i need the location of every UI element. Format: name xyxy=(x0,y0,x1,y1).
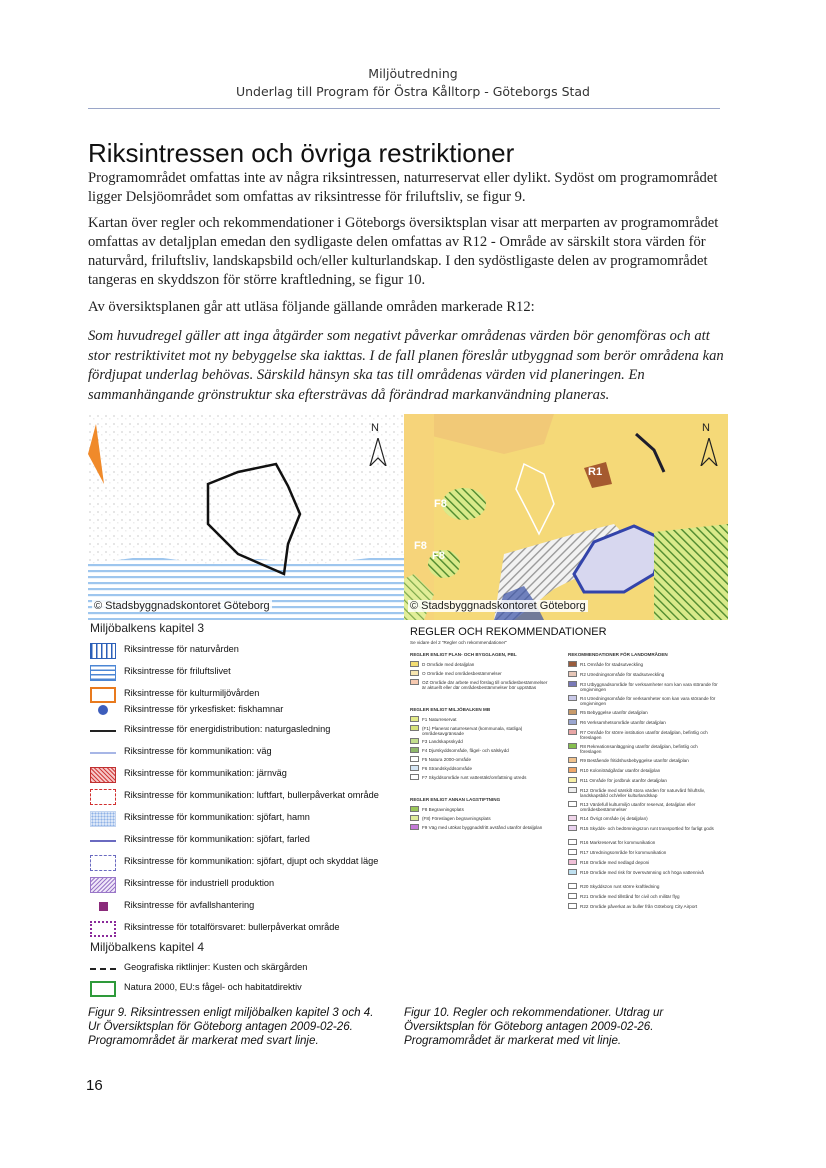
legend-regler-group-heading: REGLER ENLIGT PLAN- OCH BYGGLAGEN, PBL xyxy=(410,652,517,657)
legend-regler-item-label: R6 Verksamhetsområde utanför detaljplan xyxy=(580,719,666,725)
legend-item: Riksintresse för energidistribution: naturgasledning xyxy=(90,721,410,741)
legend-regler-item-label: R9 Bestående fritidshusbebyggelse utanför detaljplan xyxy=(580,757,689,763)
legend-swatch-icon xyxy=(568,777,577,783)
legend-swatch-icon xyxy=(410,738,419,744)
legend-regler-item-label: R19 Område med risk för översvämning och höga vattennivå xyxy=(580,869,704,875)
legend-swatch-icon xyxy=(410,747,419,753)
legend-swatch-icon xyxy=(568,869,577,875)
diag-hatch-purple-icon xyxy=(90,877,116,893)
legend-regler-group-heading: REGLER ENLIGT ANNAN LAGSTIFTNING xyxy=(410,797,501,802)
quote-r12: Som huvudregel gäller att inga åtgärder som negativt påverkar områdenas värden bör genomföras och att stor restriktivitet mot ny bebyggelse ska iakttas. I de fall planen föreslår utbyggnad som berör områdena kan fördjupat underlag behövas. Särskild hänsyn ska tas till områdenas värden vid planeringen. En sammanhängande grönstruktur ska eftersträvas då förändrad markanvändning planeras. xyxy=(88,328,724,403)
legend-swatch-icon xyxy=(568,825,577,831)
legend-regler-item-label: R8 Rekreationsanläggning utanför detaljplan, befintlig och föreslagen xyxy=(580,743,698,754)
legend-swatch-icon xyxy=(568,743,577,749)
legend-regler-item-label: (F8) Föreslagen begravningsplats xyxy=(422,815,491,821)
dotted-purple-icon xyxy=(90,921,116,937)
legend-regler-item-label: R3 Utbyggnadsområde för verksamheter som kan vara störande för omgivningen xyxy=(580,681,718,692)
header-rule xyxy=(88,108,720,109)
legend-swatch-icon xyxy=(568,815,577,821)
legend-swatch-icon xyxy=(568,839,577,845)
legend-regler-item-label: R21 Område med tillstånd för civil och militär flyg xyxy=(580,893,680,899)
legend-heading-kap3: Miljöbalkens kapitel 3 xyxy=(90,621,205,635)
paragraph-3: Av översiktsplanen går att utläsa följande gällande områden markerade R12: xyxy=(88,299,535,315)
legend-regler-item-label: F8 Begravningsplats xyxy=(422,806,464,812)
map-label-f8-2: F8 xyxy=(414,540,427,552)
caption-figure-9: Figur 9. Riksintressen enligt miljöbalken kapitel 3 och 4. Ur Översiktsplan för Göteborg antagen 2009-02-26. Programområdet är markerat med svart linje. xyxy=(88,1006,374,1047)
legend-item: Riksintresse för kommunikation: sjöfart, hamn xyxy=(90,809,410,829)
dot-blue-icon xyxy=(98,705,108,715)
legend-regler-group-heading: REKOMMENDATIONER FÖR LANDOMRÅDEN xyxy=(568,652,668,657)
legend-regler-item-label: R14 Övrigt område (ej detaljplan) xyxy=(580,815,648,821)
legend-item: Riksintresse för industriell produktion xyxy=(90,875,410,895)
legend-regler-item-label: R15 Skydds- och bedömningszon runt transportled för farligt gods xyxy=(580,825,714,831)
legend-regler-item-label: R7 Område för större institution utanför detaljplan, befintlig och föreslagen xyxy=(580,729,708,740)
legend-regler-item-label: R16 Markreservat för kommunikation xyxy=(580,839,656,845)
legend-regler-item-label: R22 Område påverkat av buller från Göteborg City Airport xyxy=(580,903,698,909)
legend-regler-group-heading: REGLER ENLIGT MILJÖBALKEN MB xyxy=(410,707,491,712)
legend-regler-item-label: R11 Område för jordbruk utanför detaljplan xyxy=(580,777,667,783)
legend-item: Riksintresse för yrkesfisket: fiskhamnar xyxy=(90,701,410,721)
dashed-red-icon xyxy=(90,789,116,805)
north-label-left: N xyxy=(371,422,379,434)
legend-swatch-icon xyxy=(410,765,419,771)
legend-swatch-icon xyxy=(410,716,419,722)
legend-swatch-icon xyxy=(568,893,577,899)
dashed-purple-icon xyxy=(90,855,116,871)
map-riksintressen-drawing xyxy=(88,414,404,620)
legend-item: Natura 2000, EU:s fågel- och habitatdirektiv xyxy=(90,979,410,999)
map-riksintressen xyxy=(88,414,404,620)
cross-hatch-red-icon xyxy=(90,767,116,783)
legend-regler-item-label: R18 Område med nedlagd deponi xyxy=(580,859,650,865)
legend-swatch-icon xyxy=(410,815,419,821)
map-regler-drawing xyxy=(404,414,728,620)
paragraph-1: Programområdet omfattas inte av några riksintressen, naturreservat eller dylikt. Sydöst om programområdet ligger Delsjöområdet som omfattas av riksintresse för friluftsliv, se figur 9. xyxy=(88,170,718,205)
legend-item: Riksintresse för kommunikation: sjöfart, farled xyxy=(90,831,410,851)
legend-regler-item-label: R4 Utredningsområde för verksamheter som kan vara störande för omgivningen xyxy=(580,695,716,706)
legend-swatch-icon xyxy=(568,719,577,725)
legend-item: Riksintresse för kommunikation: luftfart, bullerpåverkat område xyxy=(90,787,410,807)
legend-swatch-icon xyxy=(410,774,419,780)
line-dark-icon xyxy=(90,730,116,732)
legend-regler-item-label: R5 Bebyggelse utanför detaljplan xyxy=(580,709,648,715)
legend-swatch-icon xyxy=(568,709,577,715)
map-regler xyxy=(404,414,728,620)
legend-regler-item-label: O Område med områdesbestämmelser xyxy=(422,670,502,676)
legend-regler-item-label: R10 Koloniträdgårdar utanför detaljplan xyxy=(580,767,661,773)
legend-item: Riksintresse för friluftslivet xyxy=(90,663,410,683)
legend-item: Riksintresse för totalförsvaret: bullerpåverkat område xyxy=(90,919,410,939)
legend-heading-kap4: Miljöbalkens kapitel 4 xyxy=(90,940,205,954)
legend-swatch-icon xyxy=(568,767,577,773)
caption-figure-10: Figur 10. Regler och rekommendationer. Utdrag ur Översiktsplan för Göteborg antagen 2009-02-26. Programområdet är markerat med vit linje. xyxy=(404,1006,664,1047)
page-number: 16 xyxy=(86,1077,103,1094)
map-credit-right: © Stadsbyggnadskontoret Göteborg xyxy=(410,600,586,612)
legend-regler-item-label: F7 Skyddsområde runt vattentäkt/omfattning utreds xyxy=(422,774,527,780)
paragraph-2: Kartan över regler och rekommendationer i Göteborgs översiktsplan visar att merparten av programområdet omfattas av detaljplan emedan den sydligaste delen omfattas av R12 - Område av särskilt stora värden för naturvård, friluftsliv, landskapsbild och/eller kulturlandskap. I den sydöstligaste delen av programområdet tangeras en skyddszon för större kraftledning, se figur 10. xyxy=(88,215,719,288)
legend-swatch-icon xyxy=(568,695,577,701)
legend-regler-item-label: R20 Skyddszon runt större kraftledning xyxy=(580,883,660,889)
legend-item: Riksintresse för kommunikation: väg xyxy=(90,743,410,763)
map-label-r1: R1 xyxy=(588,466,603,478)
legend-swatch-icon xyxy=(568,849,577,855)
horizontal-hatch-blue-icon xyxy=(90,665,116,681)
header-title: Miljöutredning xyxy=(368,66,458,81)
square-purple-icon xyxy=(99,902,108,911)
north-label-right: N xyxy=(702,422,710,434)
map-credit-left: © Stadsbyggnadskontoret Göteborg xyxy=(94,600,270,612)
legend-item: Riksintresse för avfallshantering xyxy=(90,897,410,917)
legend-regler-col2 xyxy=(568,652,728,942)
line-purple-icon xyxy=(90,840,116,842)
legend-swatch-icon xyxy=(410,756,419,762)
legend-regler-item-label: F3 Landskapsskydd xyxy=(422,738,463,744)
vertical-hatch-blue-icon xyxy=(90,643,116,659)
map-label-f8-1: F8 xyxy=(434,498,447,510)
north-arrow-icon xyxy=(699,438,719,466)
legend-item: Geografiska riktlinjer: Kusten och skärgården xyxy=(90,959,410,979)
legend-swatch-icon xyxy=(410,806,419,812)
line-lightblue-icon xyxy=(90,752,116,754)
legend-swatch-icon xyxy=(410,670,419,676)
legend-item: Riksintresse för naturvården xyxy=(90,641,410,661)
north-arrow-icon xyxy=(368,438,388,466)
legend-regler-item-label: R2 Utredningsområde för stadsutveckling xyxy=(580,671,665,677)
legend-swatch-icon xyxy=(568,671,577,677)
legend-swatch-icon xyxy=(410,679,419,685)
legend-item: Riksintresse för kommunikation: järnväg xyxy=(90,765,410,785)
legend-swatch-icon xyxy=(568,859,577,865)
outline-green-icon xyxy=(90,981,116,997)
legend-regler-item-label: F5 Natura 2000-område xyxy=(422,756,472,762)
header-subtitle: Underlag till Program för Östra Kålltorp - Göteborgs Stad xyxy=(235,84,590,99)
legend-regler-item-label: R1 Område för stadsutveckling xyxy=(580,661,644,667)
legend-swatch-icon xyxy=(568,681,577,687)
legend-regler-title: REGLER OCH REKOMMENDATIONER xyxy=(410,626,607,638)
legend-regler-item-label: R13 Värdefull kulturmiljö utanför reservat, detaljplan eller områdesbestämmelser xyxy=(580,801,696,812)
legend-swatch-icon xyxy=(568,883,577,889)
legend-regler-item-label: R17 Utredningsområde för kommunikation xyxy=(580,849,667,855)
legend-regler-item-label: F6 Strandskyddsområde xyxy=(422,765,473,771)
legend-swatch-icon xyxy=(568,661,577,667)
legend-swatch-icon xyxy=(410,725,419,731)
dashed-line-icon xyxy=(90,968,116,970)
legend-regler-subtitle: Se vidare del 2 "Regler och rekommendationer" xyxy=(410,640,507,645)
legend-regler-item-label: F9 Väg med utökat byggnadsfritt avstånd utanför detaljplan xyxy=(422,824,543,830)
map-label-f8-3: F8 xyxy=(432,550,445,562)
legend-swatch-icon xyxy=(568,757,577,763)
legend-regler-item-label: D Område med detaljplan xyxy=(422,661,475,667)
legend-swatch-icon xyxy=(568,787,577,793)
legend-swatch-icon xyxy=(410,661,419,667)
legend-item: Riksintresse för kulturmiljövården xyxy=(90,685,410,705)
legend-regler-item-label: R12 Område med särskilt stora värden för naturvård friluftsliv, landskapsbild och/eller kulturlandskap xyxy=(580,787,706,798)
legend-swatch-icon xyxy=(410,824,419,830)
legend-regler-item-label: F4 Djurskyddsområde, fågel- och sälskydd xyxy=(422,747,509,753)
legend-swatch-icon xyxy=(568,903,577,909)
legend-regler-col1 xyxy=(410,652,570,942)
legend-regler-item-label: OZ Område där arbete med förslag till områdesbestämmelser är aktuellt eller där områdesbestämmelser bör upprättas xyxy=(422,679,548,690)
page-title: Riksintressen och övriga restriktioner xyxy=(88,138,515,168)
legend-regler-item-label: F1 Naturreservat xyxy=(422,716,457,722)
dots-lightblue-icon xyxy=(90,811,116,827)
legend-item: Riksintresse för kommunikation: sjöfart, djupt och skyddat läge xyxy=(90,853,410,873)
legend-swatch-icon xyxy=(568,801,577,807)
legend-regler-item-label: (F1) Planerat naturreservat (kommunala, statliga) områdesavgränsade xyxy=(422,725,523,736)
legend-swatch-icon xyxy=(568,729,577,735)
